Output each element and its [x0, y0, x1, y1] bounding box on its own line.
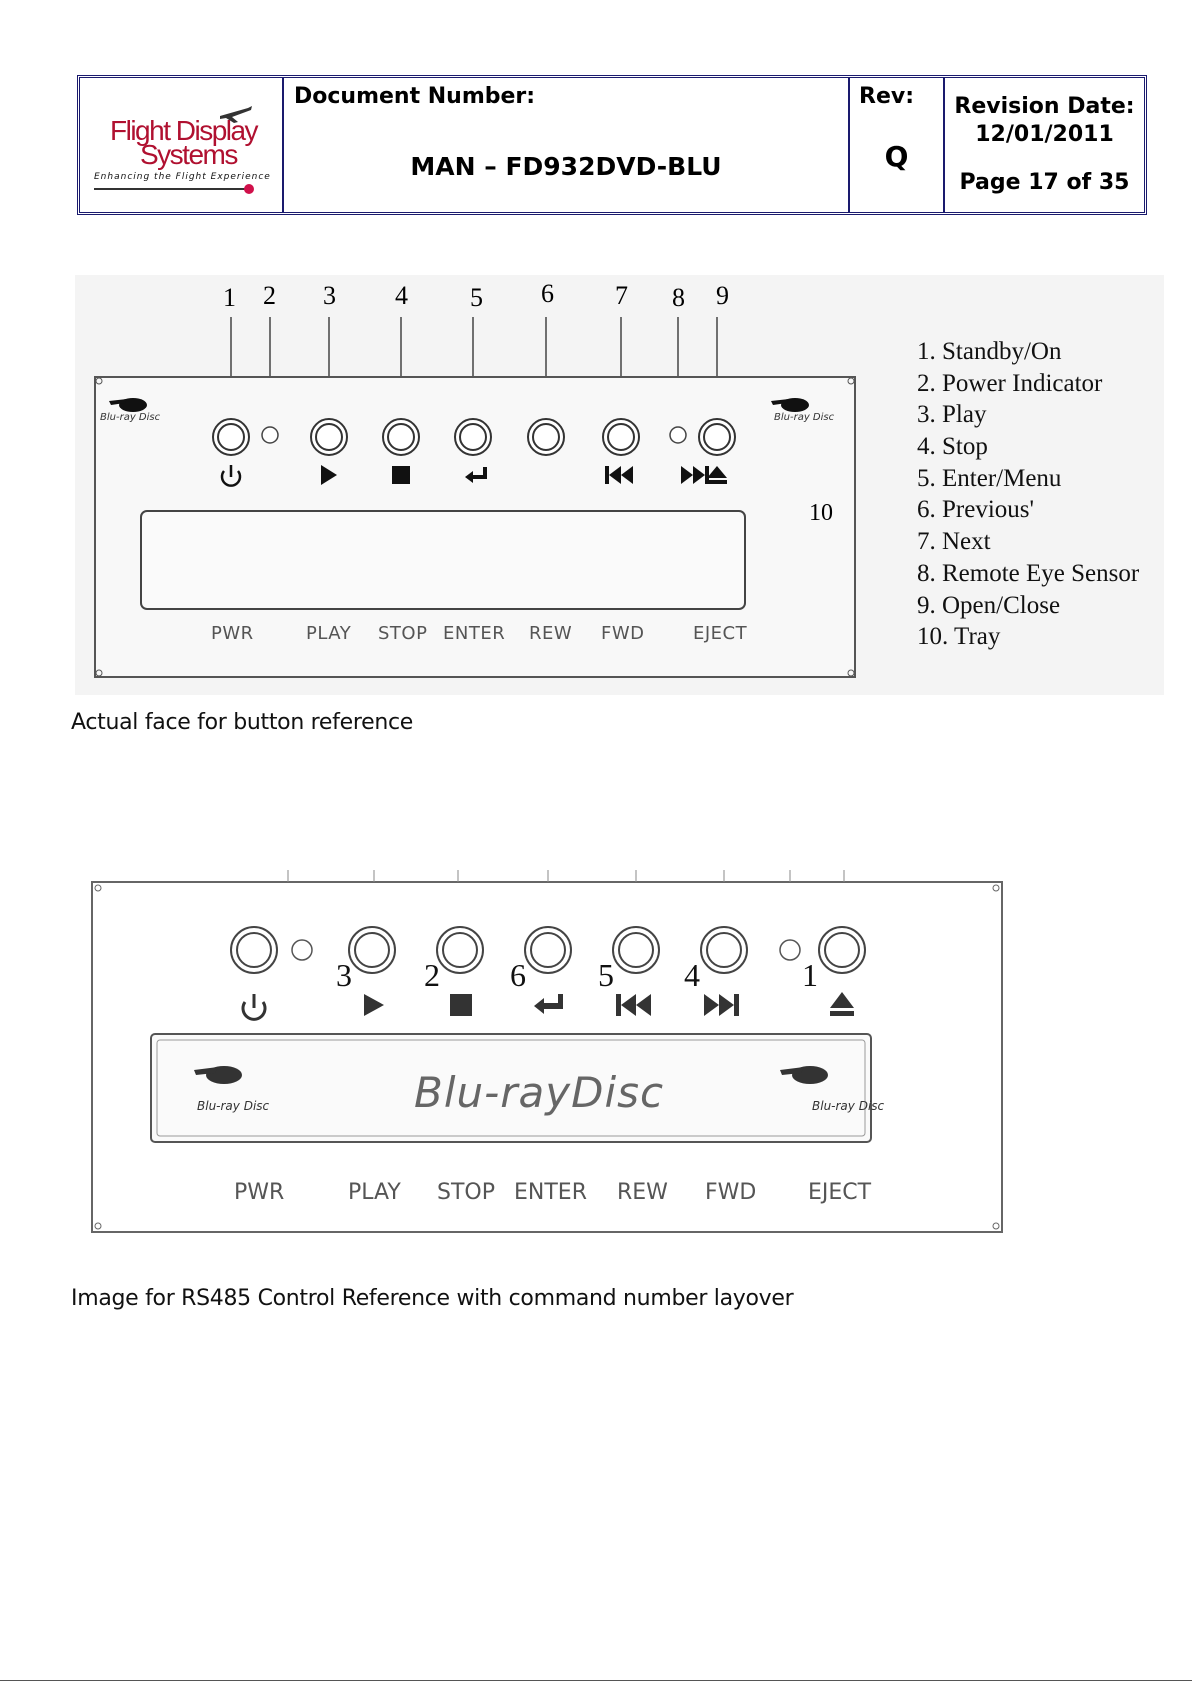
rev-cell — [850, 78, 945, 212]
legend-item: 10. Tray — [917, 623, 1001, 651]
callout-5: 5 — [470, 283, 483, 312]
fig2-label-stop: STOP — [437, 1180, 495, 1205]
overlay-number-rew: 5 — [598, 957, 614, 993]
callout-9: 9 — [716, 281, 729, 310]
legend-item: 6. Previous' — [917, 496, 1035, 524]
doc-number: MAN – FD932DVD-BLU — [410, 152, 722, 181]
fig2-label-pwr: PWR — [234, 1180, 285, 1205]
rev-value: Q — [884, 140, 909, 173]
fig2-label-fwd: FWD — [705, 1180, 757, 1205]
doc-number-cell — [284, 78, 850, 212]
fig1-label-pwr: PWR — [211, 623, 254, 644]
logo-line1: Flight Display — [110, 115, 258, 146]
fig2-logo-left: Blu-ray Disc — [197, 1099, 270, 1113]
fig1-logo-right: Blu-ray Disc — [774, 412, 835, 423]
fig1-label-rew: REW — [529, 623, 573, 644]
logo-dot — [244, 184, 254, 194]
fig1-label-enter: ENTER — [443, 623, 506, 644]
logo-tagline: Enhancing the Flight Experience — [94, 172, 271, 182]
document-header — [77, 75, 1147, 215]
logo-underline — [94, 188, 246, 190]
tray-text: Blu-rayDisc — [414, 1068, 665, 1117]
revision-date-cell — [945, 78, 1144, 212]
callout-10: 10 — [809, 500, 833, 526]
fig2-logo-right: Blu-ray Disc — [812, 1099, 885, 1113]
overlay-number-fwd: 4 — [684, 957, 700, 993]
revision-date-label: Revision Date: — [954, 94, 1135, 119]
callout-1: 1 — [223, 283, 236, 312]
legend-item: 4. Stop — [917, 433, 988, 461]
fig2-label-eject: EJECT — [808, 1180, 872, 1205]
overlay-number-enter: 6 — [510, 957, 526, 993]
legend-item: 5. Enter/Menu — [917, 464, 1062, 492]
fig1-label-stop: STOP — [378, 623, 428, 644]
legend-item: 1. Standby/On — [917, 338, 1062, 365]
fig2-label-play: PLAY — [348, 1180, 401, 1205]
fig1-label-eject: EJECT — [693, 623, 748, 644]
logo-cell — [80, 78, 284, 212]
company-logo — [80, 78, 279, 212]
callout-8: 8 — [672, 283, 685, 312]
callout-3: 3 — [323, 281, 336, 310]
rev-label: Rev: — [859, 84, 914, 109]
overlay-number-eject: 1 — [802, 957, 818, 993]
revision-date: 12/01/2011 — [975, 122, 1114, 147]
callout-7: 7 — [615, 281, 628, 310]
figure1-caption: Actual face for button reference — [71, 710, 414, 735]
doc-number-label: Document Number: — [294, 84, 536, 109]
callout-2: 2 — [263, 281, 276, 310]
callout-4: 4 — [395, 281, 408, 310]
fig1-logo-left: Blu-ray Disc — [100, 412, 161, 423]
fig2-label-rew: REW — [617, 1180, 668, 1205]
footer-rule — [0, 1680, 1192, 1681]
fig2-label-enter: ENTER — [514, 1180, 587, 1205]
overlay-number-stop: 2 — [424, 957, 440, 993]
page-number: Page 17 of 35 — [959, 170, 1130, 195]
legend-item: 3. Play — [917, 401, 987, 429]
legend-item: 9. Open/Close — [917, 591, 1061, 619]
fig1-label-play: PLAY — [306, 623, 352, 644]
legend-item: 8. Remote Eye Sensor — [917, 559, 1140, 587]
legend-item: 2. Power Indicator — [917, 369, 1103, 397]
fig1-legend — [917, 336, 1139, 653]
figure2-caption: Image for RS485 Control Reference with command number layover — [71, 1286, 794, 1311]
logo-line2: Systems — [140, 139, 237, 170]
callout-6: 6 — [541, 279, 554, 308]
legend-item: 7. Next — [917, 528, 991, 556]
fig1-label-fwd: FWD — [601, 623, 645, 644]
overlay-number-play: 3 — [336, 957, 352, 993]
